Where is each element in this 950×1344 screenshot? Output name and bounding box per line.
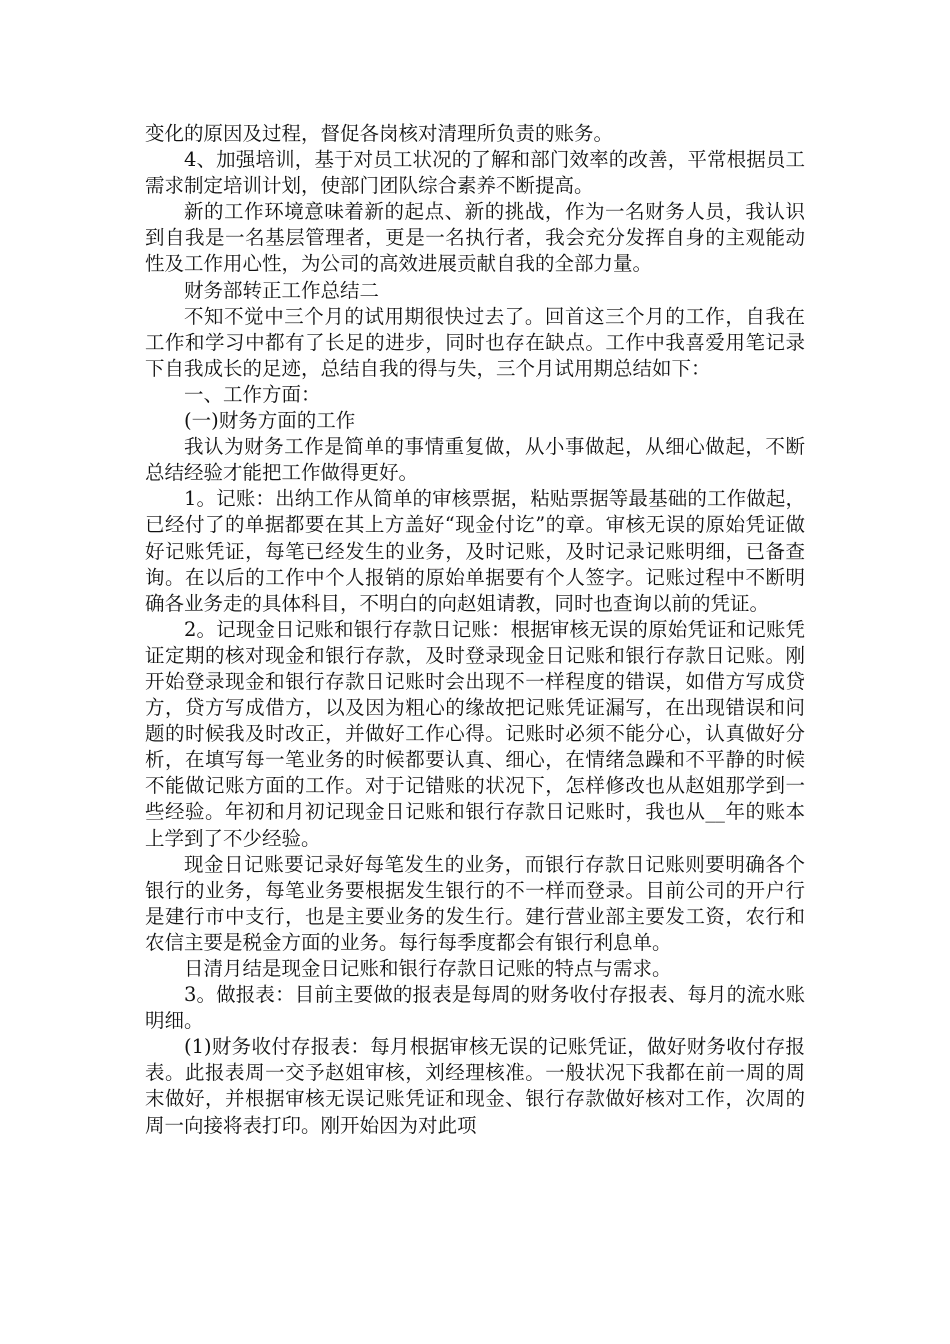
- paragraph-journals: 2。记现金日记账和银行存款日记账：根据审核无误的原始凭证和记账凭证定期的核对现金和银行存款，及时登录现金日记账和银行存款日记账。刚开始登录现金和银行存款日记账时会出现不一样程度的错误，如借方写成贷方，贷方写成借方，以及因为粗心的缘故把记账凭证漏写，在出现错误和问题的时候我及时改正，并做好工作心得。记账时必须不能分心，认真做好分析，在填写每一笔业务的时候都要认真、细心，在情绪急躁和不平静的时候不能做记账方面的工作。对于记错账的状况下，怎样修改也从赵姐那学到一些经验。年初和月初记现金日记账和银行存款日记账时，我也从__年的账本上学到了不少经验。: [145, 617, 805, 850]
- section-heading: 财务部转正工作总结二: [184, 278, 380, 302]
- paragraph-new-environment: 新的工作环境意味着新的起点、新的挑战，作为一名财务人员，我认识到自我是一名基层管理者，更是一名执行者，我会充分发挥自身的主观能动性及工作用心性，为公司的高效进展贡献自我的全部力量。: [145, 200, 805, 276]
- paragraph-payment-report: (1)财务收付存报表：每月根据审核无误的记账凭证，做好财务收付存报表。此报表周一交予赵姐审核，刘经理核准。一般状况下我都在前一周的周末做好，并根据审核无误记账凭证和现金、银行存款做好核对工作，次周的周一向接将表打印。刚开始因为对此项: [145, 1035, 805, 1137]
- paragraph-finance-philosophy: 我认为财务工作是简单的事情重复做，从小事做起，从细心做起，不断总结经验才能把工作做得更好。: [145, 435, 805, 485]
- paragraph-bookkeeping: 1。记账：出纳工作从简单的审核票据，粘贴票据等最基础的工作做起，已经付了的单据都要在其上方盖好“现金付讫”的章。审核无误的原始凭证做好记账凭证，每笔已经发生的业务，及时记账，及时记录记账明细，已备查询。在以后的工作中个人报销的原始单据要有个人签字。记账过程中不断明确各业务走的具体科目，不明白的向赵姐请教，同时也查询以前的凭证。: [145, 487, 805, 615]
- paragraph-intro: 不知不觉中三个月的试用期很快过去了。回首这三个月的工作，自我在工作和学习中都有了长足的进步，同时也存在缺点。工作中我喜爱用笔记录下自我成长的足迹，总结自我的得与失，三个月试用期总结如下：: [145, 304, 805, 380]
- paragraph-daily-settlement: 日清月结是现金日记账和银行存款日记账的特点与需求。: [184, 957, 672, 980]
- subheading-work: 一、工作方面：: [184, 382, 321, 406]
- document-body: [145, 121, 805, 1139]
- paragraph-reports: 3。做报表：目前主要做的报表是每周的财务收付存报表、每月的流水账明细。: [145, 983, 805, 1033]
- paragraph-continued: 变化的原因及过程，督促各岗核对清理所负责的账务。: [145, 122, 614, 145]
- subheading-finance: (一)财务方面的工作: [184, 409, 356, 433]
- paragraph-training: 4、加强培训，基于对员工状况的了解和部门效率的改善，平常根据员工需求制定培训计划，使部门团队综合素养不断提高。: [145, 148, 805, 198]
- paragraph-cash-journal: 现金日记账要记录好每笔发生的业务，而银行存款日记账则要明确各个银行的业务，每笔业务要根据发生银行的不一样而登录。目前公司的开户行是建行市中支行，也是主要业务的发生行。建行营业部主要发工资，农行和农信主要是税金方面的业务。每行每季度都会有银行利息单。: [145, 852, 805, 954]
